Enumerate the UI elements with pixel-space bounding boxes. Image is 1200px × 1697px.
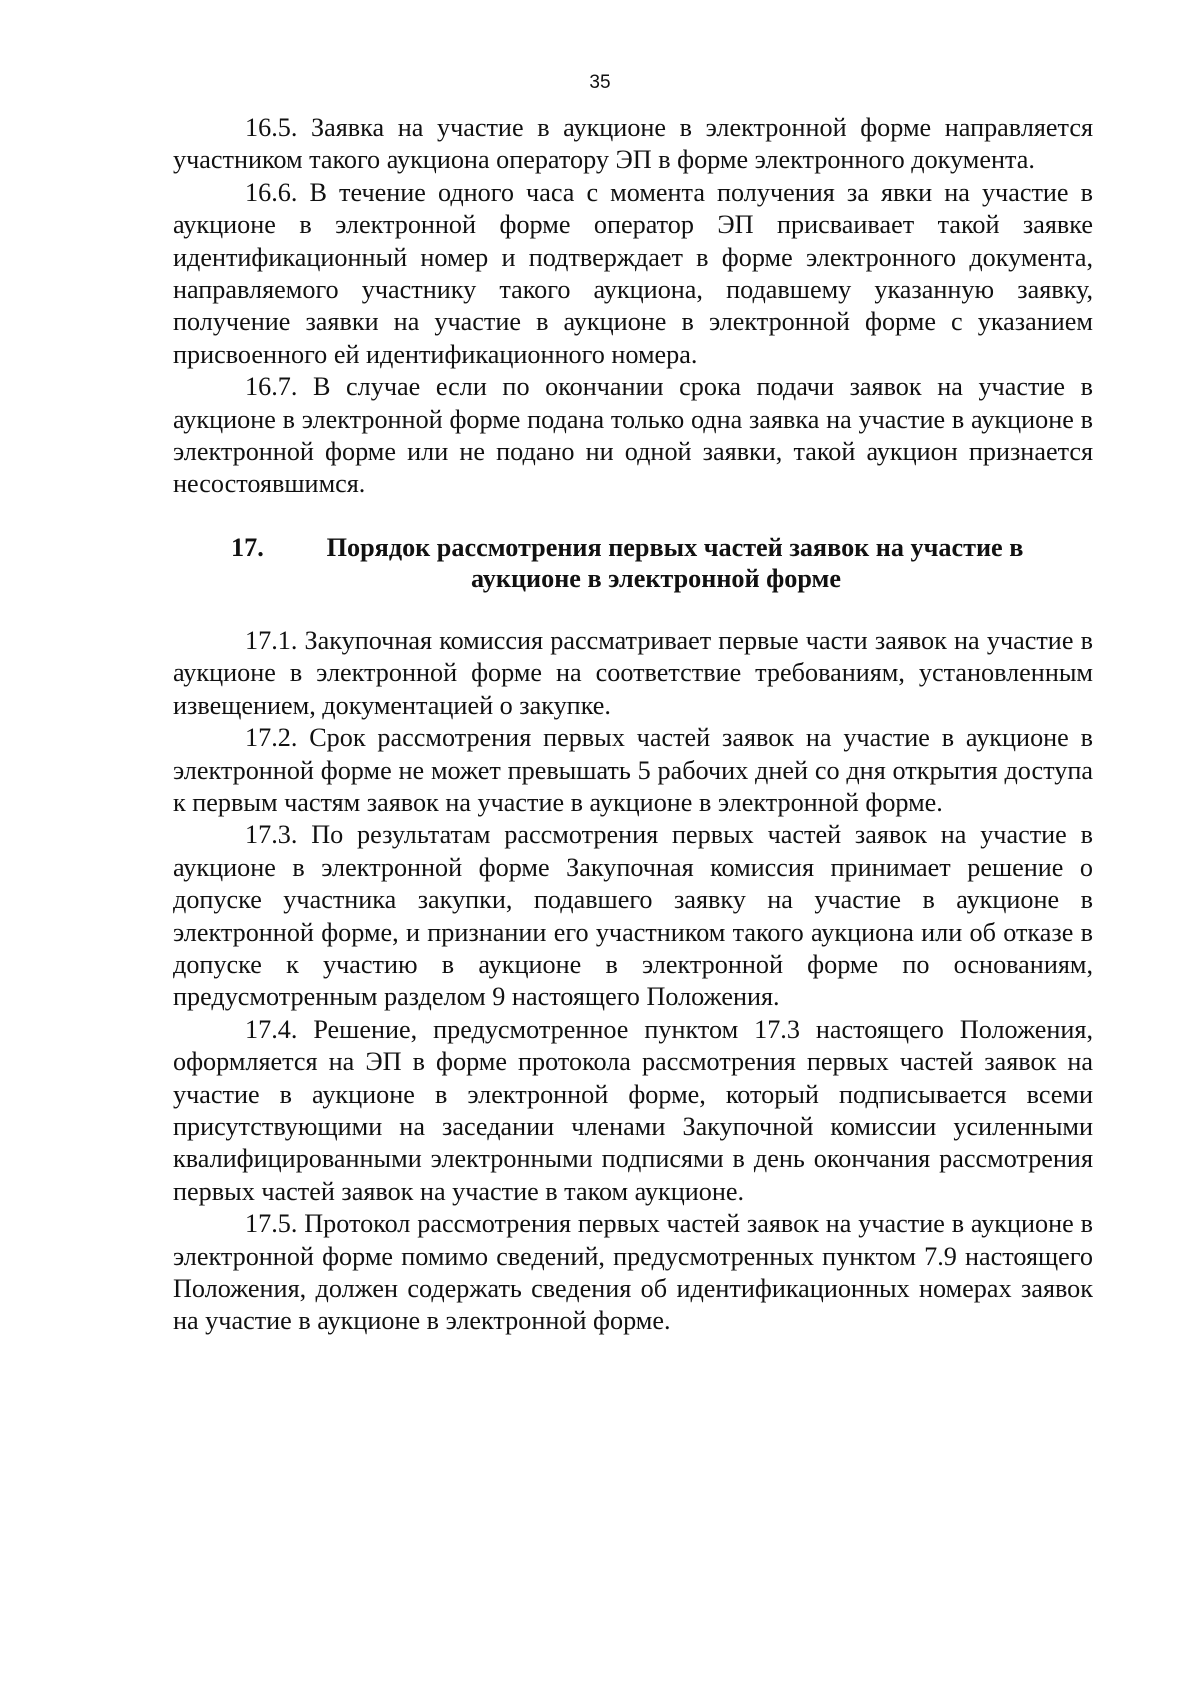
section-heading bbox=[173, 532, 1093, 594]
paragraph-17-2: 17.2. Срок рассмотрения первых частей заявок на участие в аукционе в электронной форме не может превышать 5 рабочих дней со дня открытия доступа к первым частям заявок на участие в аукционе в электронной форме. bbox=[173, 723, 1093, 817]
paragraph-16-6: 16.6. В течение одного часа с момента получения за явки на участие в аукционе в электронной форме оператор ЭП присваивает такой заявке идентификационный номер и подтверждает в форме электронного документа, направляемого участнику такого аукциона, подавшему указанную заявку, получение заявки на участие в аукционе в электронной форме с указанием присвоенного ей идентификационного номера. bbox=[173, 177, 1093, 369]
page-number: 35 bbox=[589, 72, 611, 93]
paragraph-17-5: 17.5. Протокол рассмотрения первых частей заявок на участие в аукционе в электронной форме помимо сведений, предусмотренных пунктом 7.9 настоящего Положения, должен содержать сведения об идентификационных номерах заявок на участие в аукционе в электронной форме. bbox=[173, 1209, 1093, 1336]
document-body bbox=[173, 112, 1093, 1338]
section-heading-line1 bbox=[219, 532, 1093, 563]
paragraph-16-5: 16.5. Заявка на участие в аукционе в электронной форме направляется участником такого аукциона оператору ЭП в форме электронного документа. bbox=[173, 113, 1093, 175]
section-number: 17. bbox=[231, 532, 264, 562]
paragraph-17-3: 17.3. По результатам рассмотрения первых частей заявок на участие в аукционе в электронной форме Закупочная комиссия принимает решение о допуске участника закупки, подавшего заявку на участие в аукционе в электронной форме, и признании его участником такого аукциона или об отказе в допуске к участию в аукционе в электронной форме по основаниям, предусмотренным разделом 9 настоящего Положения. bbox=[173, 820, 1093, 1012]
paragraph-17-4: 17.4. Решение, предусмотренное пунктом 17.3 настоящего Положения, оформляется на ЭП в форме протокола рассмотрения первых частей заявок на участие в аукционе в электронной форме, который подписывается всеми присутствующими на заседании членами Закупочной комиссии усиленными квалифицированными электронными подписями в день окончания рассмотрения первых частей заявок на участие в таком аукционе. bbox=[173, 1014, 1093, 1206]
paragraph-16-7: 16.7. В случае если по окончании срока подачи заявок на участие в аукционе в электронной форме подана только одна заявка на участие в аукционе в электронной форме или не подано ни одной заявки, такой аукцион признается несостоявшимся. bbox=[173, 372, 1093, 499]
paragraph-17-1: 17.1. Закупочная комиссия рассматривает первые части заявок на участие в аукционе в электронной форме на соответствие требованиям, установленным извещением, документацией о закупке. bbox=[173, 625, 1093, 720]
section-title-line1: Порядок рассмотрения первых частей заявок на участие в bbox=[326, 532, 1024, 562]
section-title-line2: аукционе в электронной форме bbox=[471, 563, 841, 593]
